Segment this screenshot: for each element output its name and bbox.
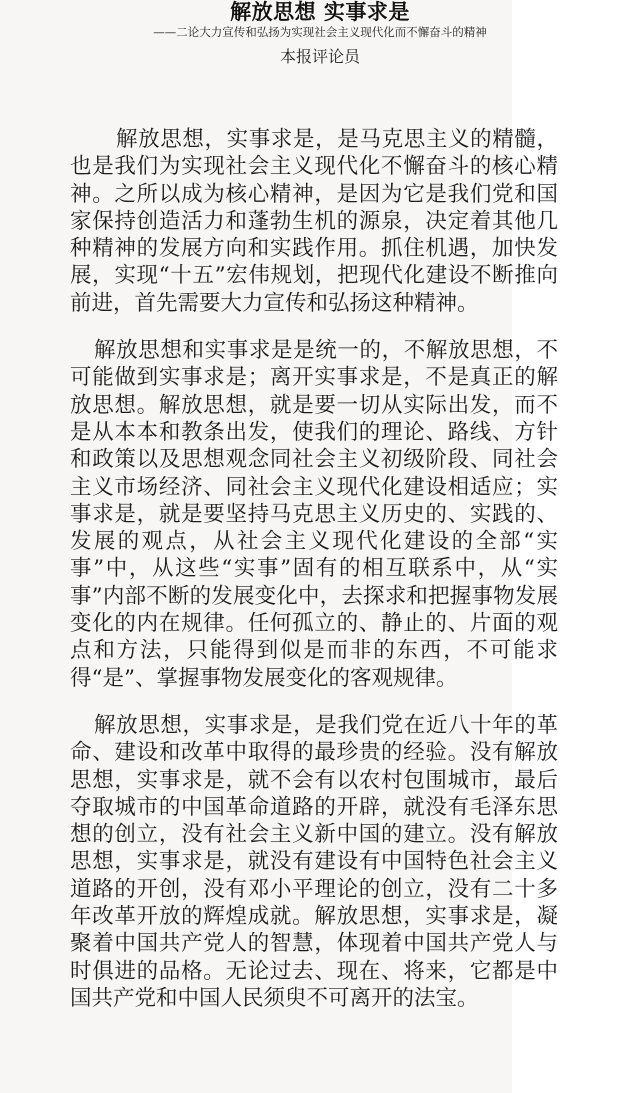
article-body [70, 126, 558, 1032]
article-paragraph: 解放思想和实事求是是统一的，不解放思想，不可能做到实事求是；离开实事求是，不是真正的解放思想。解放思想，就是要一切从实际出发，而不是从本本和教条出发，使我们的理论、路线、方针和政策以及思想观念同社会主义初级阶段、同社会主义市场经济、同社会主义现代化建设相适应；实事求是，就是要坚持马克思主义历史的、实践的、发展的观点，从社会主义现代化建设的全部“实事”中，从这些“实事”固有的相互联系中，从“实事”内部不断的发展变化中，去探求和把握事物发展变化的内在规律。任何孤立的、静止的、片面的观点和方法，只能得到似是而非的东西，不可能求得“是”、掌握事物发展变化的客观规律。 [70, 338, 558, 691]
article-byline: 本报评论员 [279, 47, 360, 66]
article-paragraph: 解放思想，实事求是，是我们党在近八十年的革命、建设和改革中取得的最珍贵的经验。没有解放思想，实事求是，就不会有以农村包围城市，最后夺取城市的中国革命道路的开辟，就没有毛泽东思想的创立，没有社会主义新中国的建立。没有解放思想，实事求是，就没有建设有中国特色社会主义道路的开创，没有邓小平理论的创立，没有二十多年改革开放的辉煌成就。解放思想，实事求是，凝聚着中国共产党人的智慧，体现着中国共产党人与时俱进的品格。无论过去、现在、将来，它都是中国共产党和中国人民须臾不可离开的法宝。 [70, 712, 558, 1011]
article-subtitle: ——二论大力宣传和弘扬为实现社会主义现代化而不懈奋斗的精神 [153, 25, 487, 39]
article-title: 解放思想 实事求是 [230, 0, 410, 24]
article-paragraph: 解放思想，实事求是，是马克思主义的精髓，也是我们为实现社会主义现代化不懈奋斗的核心精神。之所以成为核心精神，是因为它是我们党和国家保持创造活力和蓬勃生机的源泉，决定着其他几种精神的发展方向和实践作用。抓住机遇，加快发展，实现“十五”宏伟规划，把现代化建设不断推向前进，首先需要大力宣传和弘扬这种精神。 [70, 127, 558, 316]
